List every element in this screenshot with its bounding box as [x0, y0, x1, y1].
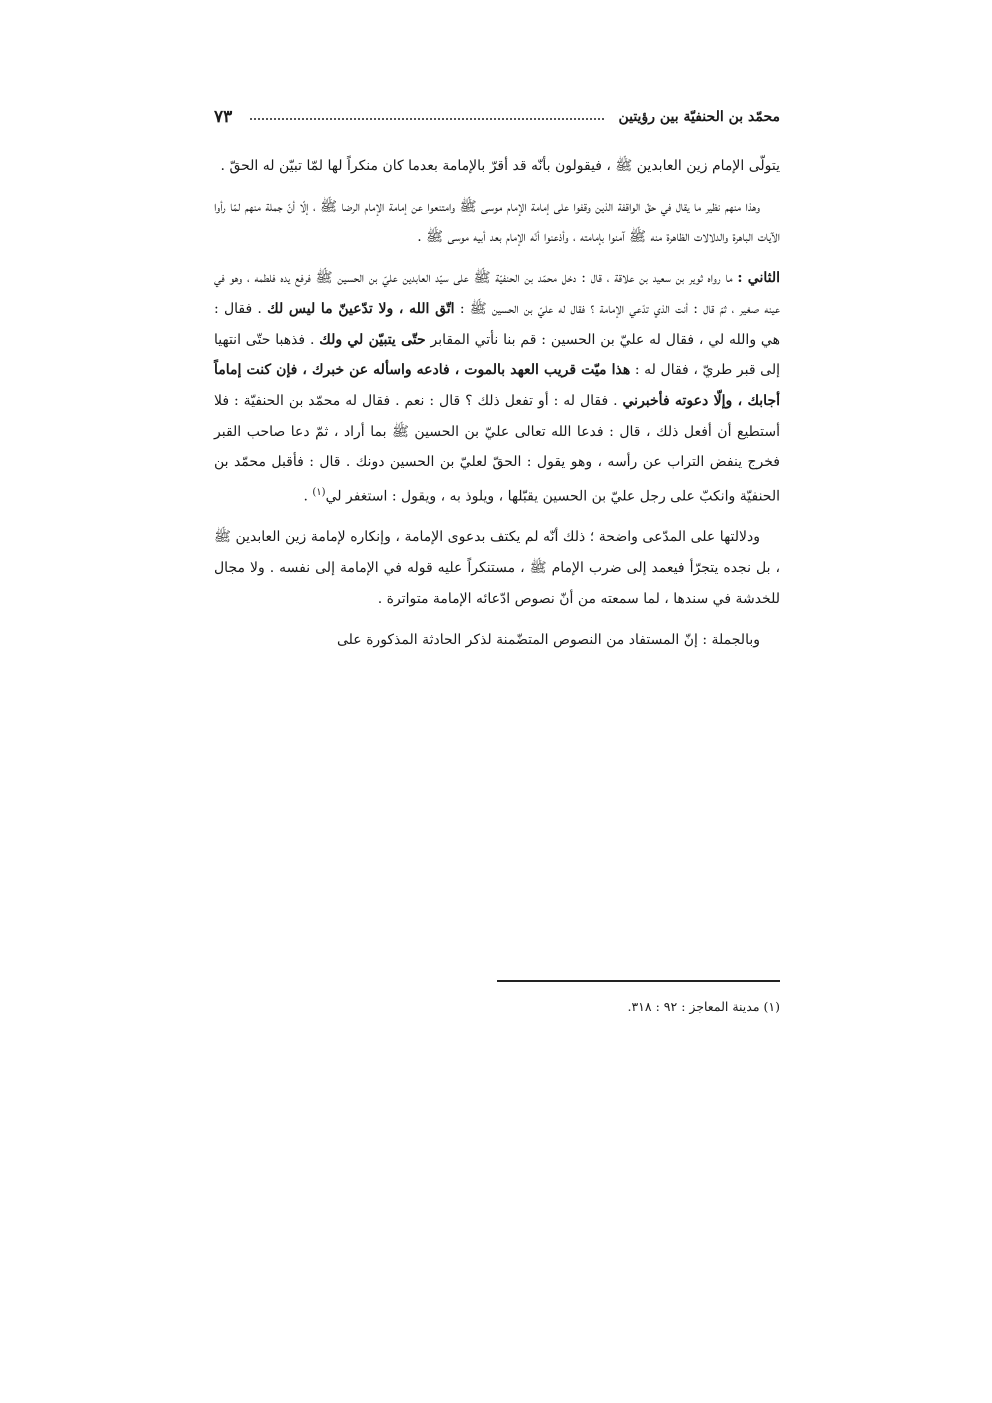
- quote-2: حتّى يتبيّن لي ولك: [319, 331, 426, 348]
- quote-1: اتّق الله ، ولا تدّعينّ ما ليس لك: [267, 300, 455, 317]
- paragraph-3-end: .: [303, 488, 313, 505]
- running-title: محمّد بن الحنفيّة بين رؤيتين: [618, 109, 780, 125]
- paragraph-1: يتولّى الإمام زين العابدين ﷺ ، فيقولون بأنّه قد أقرّ بالإمامة بعدما كان منكراً لها لمّا تبيّن له الحقّ .: [220, 158, 780, 174]
- paragraph-3-part-g: . فقال له : أو تفعل ذلك ؟ قال : نعم . فقال له محمّد بن الحنفيّة : فلا أستطيع أن أفعل ذلك ، قال : فدعا الله تعالى عليّ بن الحسين ﷺ بما أراد ، ثمّ دعا صاحب القبر فخرج ينفض التراب عن رأسه ، وهو يقول : الحقّ لعليّ بن الحسين دونك . قال : فأقبل محمّد بن الحنفيّة وانكبّ على رجل عليّ بن الحسين يقبّلها ، ويلوذ به ، ويقول : استغفر لي: [214, 392, 780, 505]
- paragraph-3-part-e: . فذهبا حتّى انتهيا إلى قبر طريّ ، فقال له :: [214, 331, 780, 379]
- paragraph-3-part-c: . فقال : هي والله لي ، فقال له عليّ بن الحسين : قم بنا نأتي المقابر: [214, 300, 780, 348]
- page-number: ٧٣: [214, 107, 233, 127]
- paragraph-5: وبالجملة : إنّ المستفاد من النصوص المتضّمنة لذكر الحادثة المذكورة على: [336, 631, 760, 648]
- footnote: (١) مدينة المعاجز : ٩٢ : ٣١٨.: [627, 999, 780, 1014]
- body-text: [214, 151, 780, 665]
- section-lead: الثاني :: [737, 270, 780, 287]
- paragraph-4: ودلالتها على المدّعى واضحة ؛ ذلك أنّه لم يكتف بدعوى الإمامة ، وإنكاره لإمامة زين العابدين ﷺ ، بل نجده يتجرّأ فيعمد إلى ضرب الإمام ﷺ ، مستنكراً عليه قوله في الإمامة إلى نفسه . ولا مجال للخدشة في سندها ، لما سمعته من أنّ نصوص ادّعائه الإمامة متواترة .: [214, 529, 780, 607]
- dotted-leader: [250, 118, 604, 120]
- footnote-rule: [497, 980, 780, 982]
- running-header: [214, 104, 780, 130]
- paragraph-2: وهذا منهم نظير ما يقال في حقّ الواقفة الذين وقفوا على إمامة الإمام موسى ﷺ وامتنعوا عن إمامة الإمام الرضا ﷺ ، إلّا أنّ جملة منهم لمّا رأوا الآيات الباهرة والدلالات الظاهرة منه ﷺ آمنوا بإمامته ، وأذعنوا أنّه الإمام بعد أبيه موسى ﷺ .: [214, 198, 780, 246]
- quote-3: هذا ميّت قريب العهد بالموت ، فادعه واسأله عن خبرك ، فإن كنت إماماً أجابك ، وإلّا دعوته فأخبرني: [214, 362, 780, 409]
- paragraph-3-part-a: ما رواه ثوير بن سعيد بن علاقة ، قال : دخل محمّد بن الحنفيّة ﷺ على سيّد العابدين عليّ بن الحسين ﷺ فرفع يده فلطمه ، وهو في عينه صغير ، ثمّ قال : أنت الذي تدّعي الإمامة ؟ فقال له عليّ بن الحسين ﷺ :: [214, 270, 780, 317]
- paragraph-3: [214, 263, 780, 512]
- footnote-marker: (١): [312, 487, 326, 499]
